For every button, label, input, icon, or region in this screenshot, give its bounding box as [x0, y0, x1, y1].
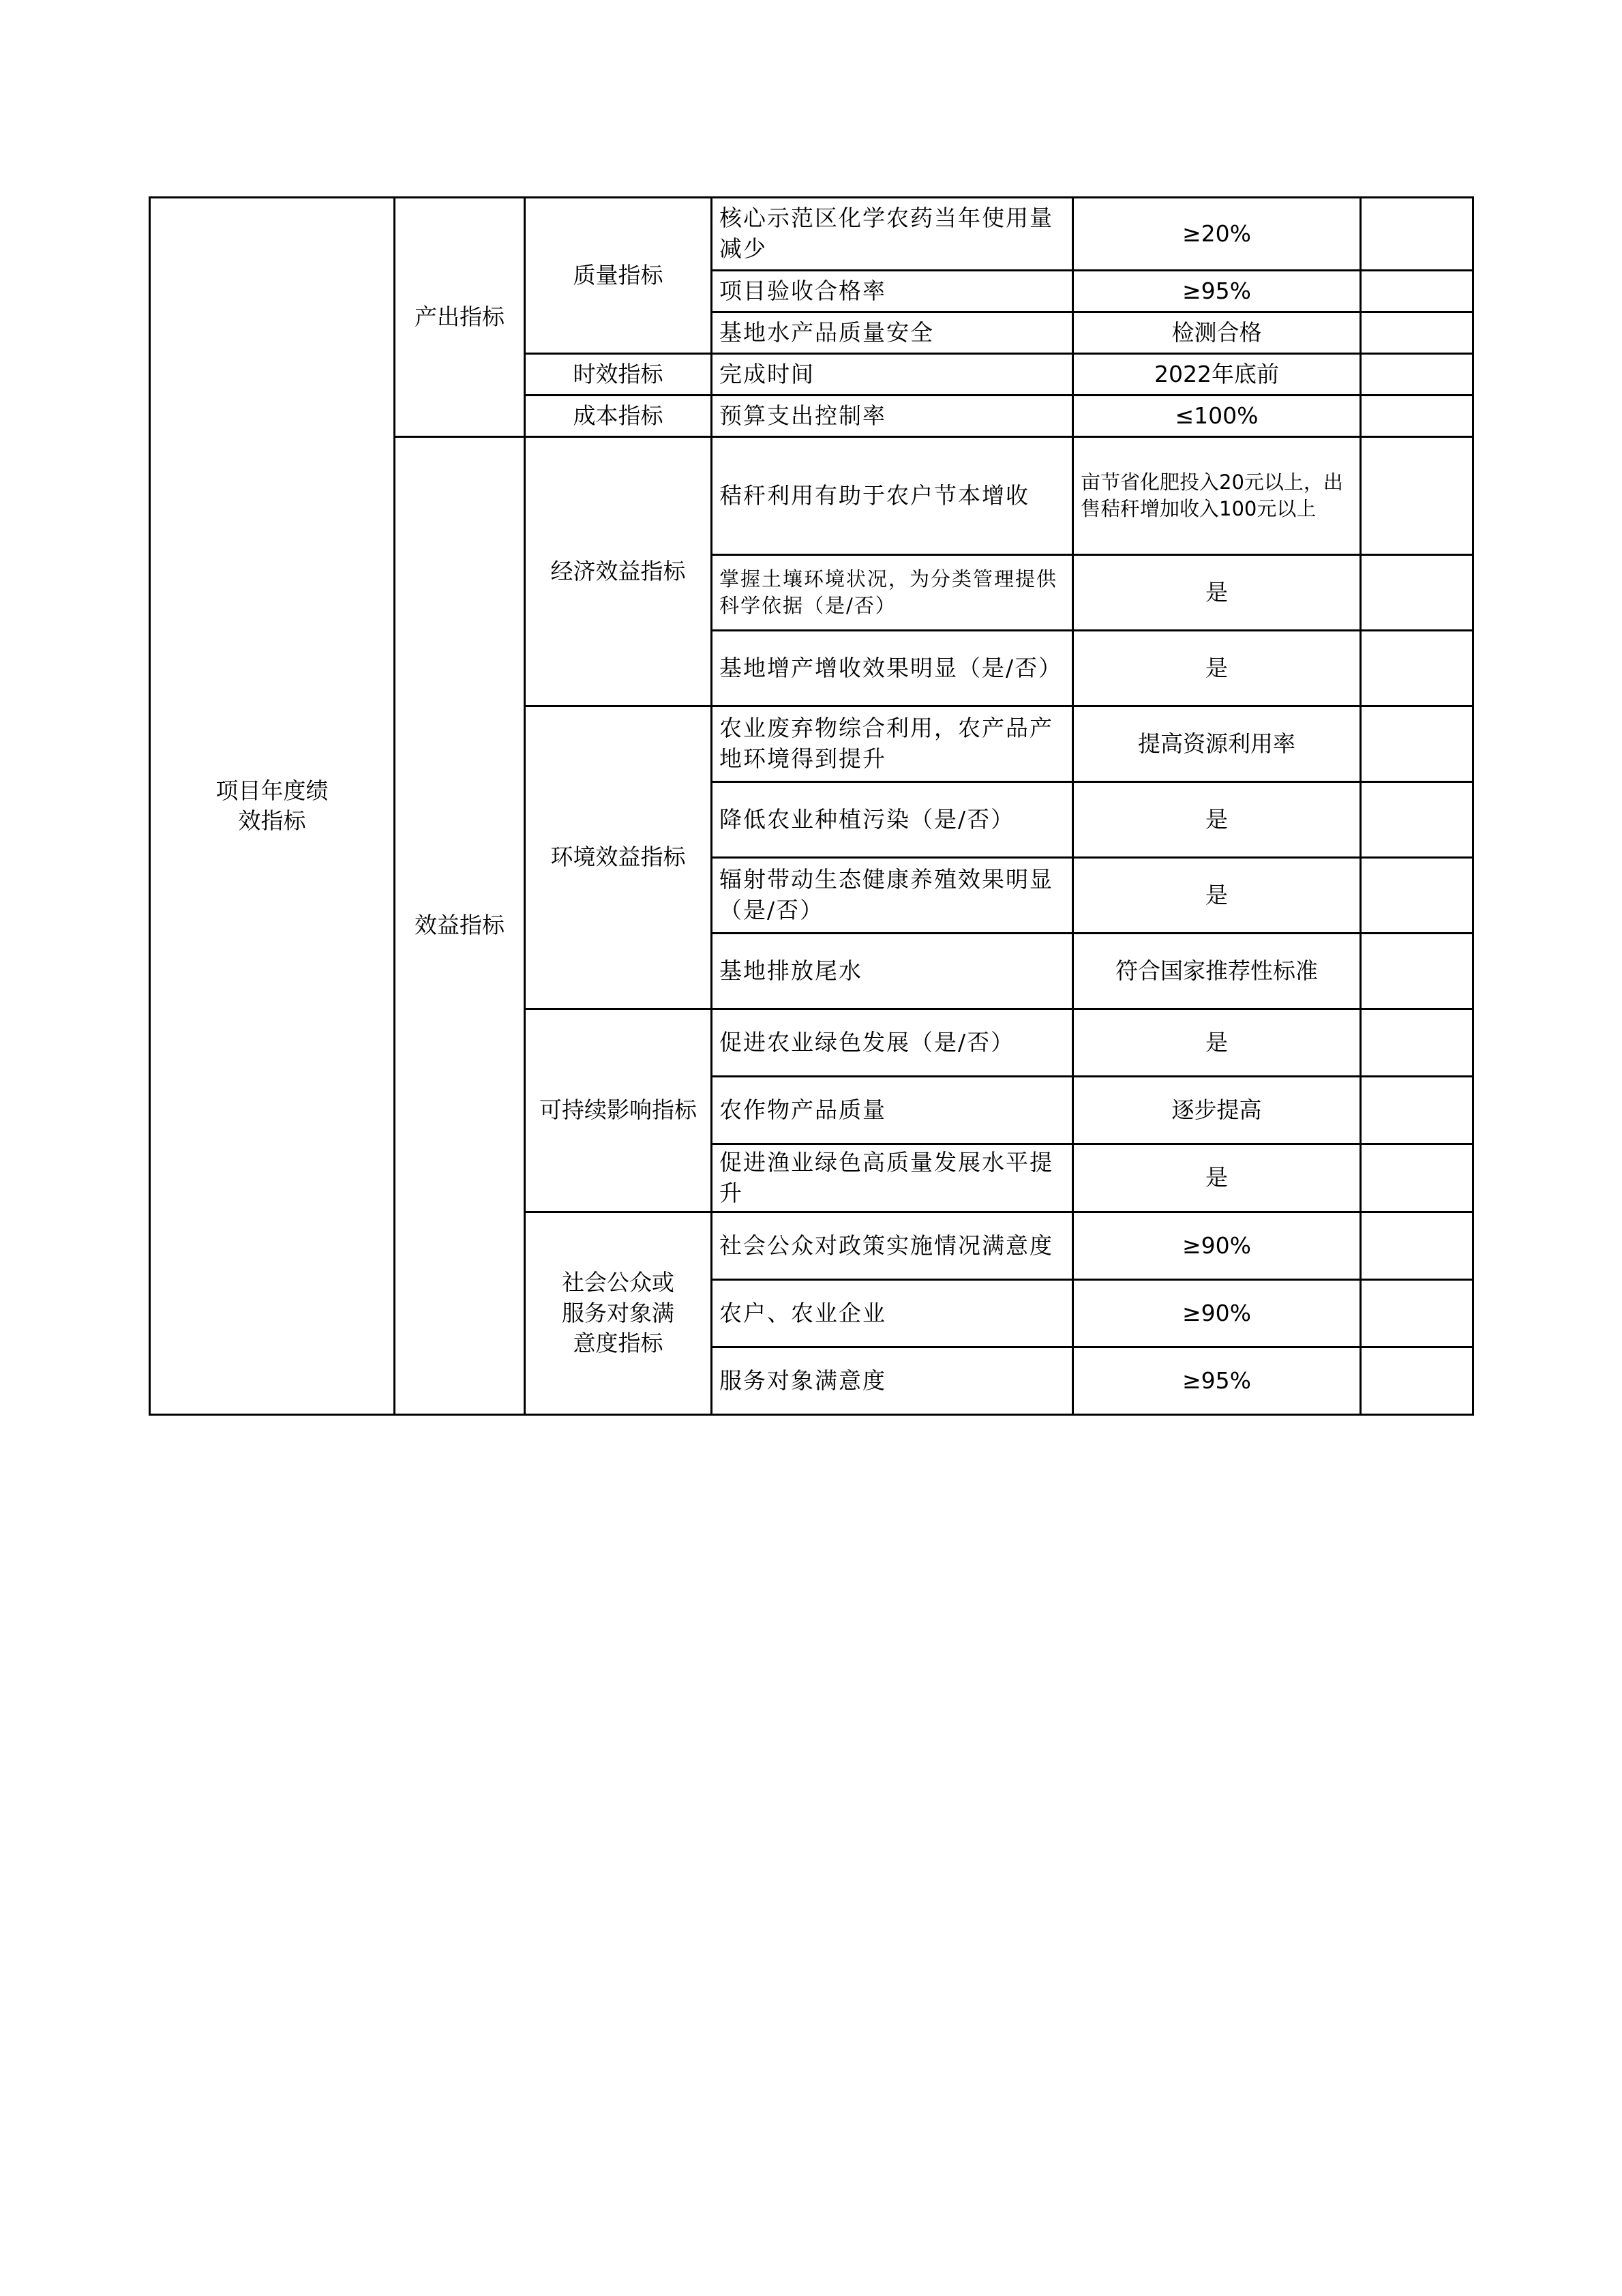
- indicator-name-cell: 完成时间: [712, 354, 1073, 396]
- indicator-name-cell: 促进渔业绿色高质量发展水平提升: [712, 1144, 1073, 1212]
- level3-indicator-cell: [525, 1009, 712, 1212]
- blank-cell: [1361, 1009, 1473, 1077]
- indicator-value-cell: 亩节省化肥投入20元以上，出售秸秆增加收入100元以上: [1073, 437, 1361, 555]
- level3-indicator-label: 社会公众或服务对象满意度指标: [561, 1269, 674, 1357]
- level2-indicator-cell: [395, 437, 525, 1415]
- blank-cell: [1361, 555, 1473, 631]
- indicator-value-cell: 是: [1073, 1144, 1361, 1212]
- indicator-name-cell: 核心示范区化学农药当年使用量减少: [712, 198, 1073, 271]
- level3-indicator-cell: [525, 437, 712, 706]
- indicator-value-cell: 是: [1073, 555, 1361, 631]
- indicator-name-cell: 基地水产品质量安全: [712, 312, 1073, 354]
- level3-indicator-cell: [525, 706, 712, 1009]
- level1-indicator-label: 项目年度绩效指标: [215, 777, 329, 835]
- indicator-name-cell: 项目验收合格率: [712, 271, 1073, 312]
- indicator-value-cell: 是: [1073, 1009, 1361, 1077]
- blank-cell: [1361, 706, 1473, 782]
- indicator-value-cell: ≥90%: [1073, 1280, 1361, 1347]
- blank-cell: [1361, 1077, 1473, 1144]
- level2-indicator-label: 产出指标: [415, 303, 505, 330]
- indicator-value-cell: 逐步提高: [1073, 1077, 1361, 1144]
- blank-cell: [1361, 354, 1473, 396]
- indicator-name-cell: 农作物产品质量: [712, 1077, 1073, 1144]
- level3-indicator-cell: [525, 198, 712, 354]
- level3-indicator-label: 环境效益指标: [550, 844, 686, 871]
- level1-indicator-cell: [150, 198, 395, 1415]
- performance-indicator-table: [149, 196, 1474, 1416]
- level2-indicator-label: 效益指标: [415, 912, 505, 939]
- indicator-name-cell: 促进农业绿色发展（是/否）: [712, 1009, 1073, 1077]
- indicator-value-cell: 2022年底前: [1073, 354, 1361, 396]
- indicator-value-cell: ≤100%: [1073, 396, 1361, 437]
- level3-indicator-label: 可持续影响指标: [539, 1097, 697, 1124]
- indicator-name-cell: 社会公众对政策实施情况满意度: [712, 1212, 1073, 1280]
- level3-indicator-cell: [525, 1212, 712, 1415]
- level3-indicator-label: 经济效益指标: [550, 557, 686, 584]
- blank-cell: [1361, 1144, 1473, 1212]
- level3-indicator-label: 成本指标: [573, 402, 663, 429]
- blank-cell: [1361, 198, 1473, 271]
- indicator-name-cell: 预算支出控制率: [712, 396, 1073, 437]
- indicator-value-cell: 是: [1073, 782, 1361, 858]
- level3-indicator-cell: [525, 396, 712, 437]
- blank-cell: [1361, 782, 1473, 858]
- level3-indicator-label: 质量指标: [573, 261, 663, 288]
- blank-cell: [1361, 631, 1473, 706]
- indicator-name-cell: 掌握土壤环境状况，为分类管理提供科学依据（是/否）: [712, 555, 1073, 631]
- indicator-name-cell: 辐射带动生态健康养殖效果明显（是/否）: [712, 858, 1073, 934]
- indicator-value-cell: ≥95%: [1073, 1347, 1361, 1415]
- indicator-value-cell: ≥20%: [1073, 198, 1361, 271]
- level3-indicator-label: 时效指标: [573, 360, 663, 387]
- blank-cell: [1361, 1280, 1473, 1347]
- indicator-name-cell: 降低农业种植污染（是/否）: [712, 782, 1073, 858]
- indicator-value-cell: ≥90%: [1073, 1212, 1361, 1280]
- indicator-name-cell: 农户、农业企业: [712, 1280, 1073, 1347]
- indicator-name-cell: 农业废弃物综合利用，农产品产地环境得到提升: [712, 706, 1073, 782]
- level2-indicator-cell: [395, 198, 525, 437]
- indicator-name-cell: 基地增产增收效果明显（是/否）: [712, 631, 1073, 706]
- table-row: [150, 198, 1473, 271]
- indicator-value-cell: 是: [1073, 858, 1361, 934]
- blank-cell: [1361, 1347, 1473, 1415]
- blank-cell: [1361, 271, 1473, 312]
- indicator-value-cell: ≥95%: [1073, 271, 1361, 312]
- blank-cell: [1361, 934, 1473, 1009]
- blank-cell: [1361, 1212, 1473, 1280]
- blank-cell: [1361, 858, 1473, 934]
- indicator-value-cell: 是: [1073, 631, 1361, 706]
- indicator-value-cell: 提高资源利用率: [1073, 706, 1361, 782]
- blank-cell: [1361, 437, 1473, 555]
- level3-indicator-cell: [525, 354, 712, 396]
- blank-cell: [1361, 312, 1473, 354]
- indicator-name-cell: 秸秆利用有助于农户节本增收: [712, 437, 1073, 555]
- performance-indicator-sheet: [149, 196, 1472, 1416]
- indicator-value-cell: 检测合格: [1073, 312, 1361, 354]
- indicator-name-cell: 服务对象满意度: [712, 1347, 1073, 1415]
- indicator-value-cell: 符合国家推荐性标准: [1073, 934, 1361, 1009]
- indicator-name-cell: 基地排放尾水: [712, 934, 1073, 1009]
- blank-cell: [1361, 396, 1473, 437]
